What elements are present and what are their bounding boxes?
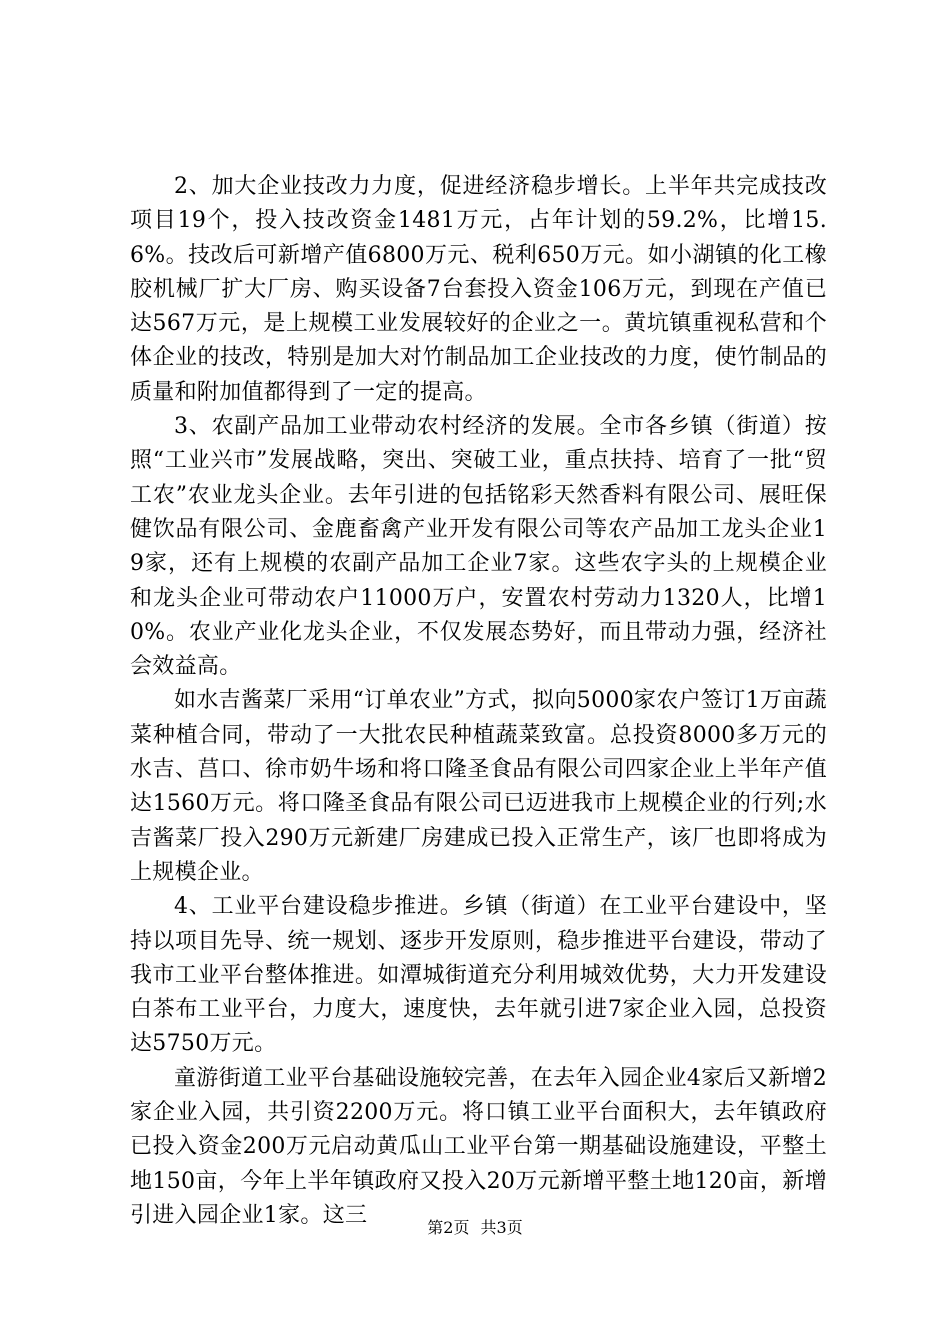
paragraph-tech-upgrade: 2、加大企业技改力力度，促进经济稳步增长。上半年共完成技改项目19个，投入技改资金1481万元，占年计划的59.2%，比增15.6%。技改后可新增产值6800万元、税利650万元。如小湖镇的化工橡胶机械厂扩大厂房、购买设备7台套投入资金106万元，到现在产值已达567万元，是上规模工业发展较好的企业之一。黄坑镇重视私营和个体企业的技改，特别是加大对竹制品加工企业技改的力度，使竹制品的质量和附加值都得到了一定的提高。 [130,174,827,405]
document-body [130,170,827,1233]
page-number-total: 共3页 [480,1218,523,1237]
page-footer [0,1218,950,1238]
paragraph-order-farming: 如水吉酱菜厂采用“订单农业”方式，拟向5000家农户签订1万亩蔬菜种植合同，带动了一大批农民种植蔬菜致富。总投资8000多万元的水吉、莒口、徐市奶牛场和将口隆圣食品有限公司四家企业上半年产值达1560万元。将口隆圣食品有限公司已迈进我市上规模企业的行列;水吉酱菜厂投入290万元新建厂房建成已投入正常生产，该厂也即将成为上规模企业。 [130,688,827,885]
page-number-current: 第2页 [427,1218,470,1237]
paragraph-tongyou-platform: 童游街道工业平台基础设施较完善，在去年入园企业4家后又新增2家企业入园，共引资2200万元。将口镇工业平台面积大，去年镇政府已投入资金200万元启动黄瓜山工业平台第一期基础设施建设，平整土地150亩，今年上半年镇政府又投入20万元新增平整土地120亩，新增引进入园企业1家。这三 [130,1065,827,1228]
paragraph-agri-processing: 3、农副产品加工业带动农村经济的发展。全市各乡镇（街道）按照“工业兴市”发展战略，突出、突破工业，重点扶持、培育了一批“贸工农”农业龙头企业。去年引进的包括铭彩天然香料有限公司、展旺保健饮品有限公司、金鹿畜禽产业开发有限公司等农产品加工龙头企业19家，还有上规模的农副产品加工企业7家。这些农字头的上规模企业和龙头企业可带动农户11000万户，安置农村劳动力1320人，比增10%。农业产业化龙头企业，不仅发展态势好，而且带动力强，经济社会效益高。 [130,414,827,680]
paragraph-industrial-platform: 4、工业平台建设稳步推进。乡镇（街道）在工业平台建设中，坚持以项目先导、统一规划、逐步开发原则，稳步推进平台建设，带动了我市工业平台整体推进。如潭城街道充分利用城效优势，大力开发建设白茶布工业平台，力度大，速度快，去年就引进7家企业入园，总投资达5750万元。 [130,894,827,1057]
